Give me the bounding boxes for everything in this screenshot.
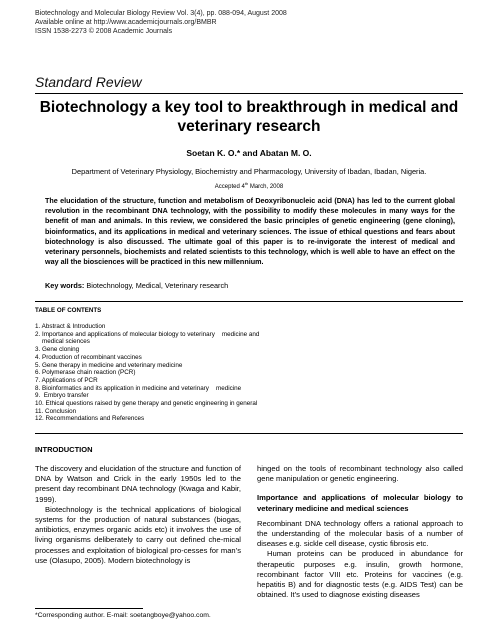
accepted-date — [35, 181, 463, 190]
toc-title: TABLE OF CONTENTS — [35, 307, 102, 314]
toc-top-rule — [35, 301, 463, 302]
journal-issn: ISSN 1538-2273 © 2008 Academic Journals — [35, 28, 173, 35]
toc-item: 6. Polymerase chain reaction (PCR) — [35, 369, 136, 377]
subsection-heading: Importance and applications of molecular biology to veterinary medicine and medical sciences — [257, 493, 463, 513]
journal-url[interactable]: Available online at http://www.academicjournals.org/BMBR — [35, 19, 217, 26]
right-column — [257, 464, 463, 600]
keywords-value: Biotechnology, Medical, Veterinary research — [84, 281, 229, 290]
toc-item: 1. Abstract & Introduction — [35, 323, 106, 330]
toc-item: 7. Applications of PCR — [35, 376, 98, 384]
toc-item: 5. Gene therapy in medicine and veterinary medicine — [35, 361, 183, 369]
article-title: Biotechnology a key tool to breakthrough in medical and veterinary research — [39, 99, 459, 135]
toc-item: 3. Gene cloning — [35, 346, 80, 354]
affiliation: Department of Veterinary Physiology, Biochemistry and Pharmacology, University of Ibadan, Ibadan, Nigeria. — [71, 167, 427, 176]
body-paragraph: Recombinant DNA technology offers a rational approach to the understanding of the molecular basis of a number of diseases e.g. sickle cell disease, cystic fibrosis etc. — [257, 518, 463, 549]
introduction-heading: INTRODUCTION — [35, 445, 93, 454]
author-list: Soetan K. O.* and Abatan M. O. — [186, 148, 312, 158]
abstract: The elucidation of the structure, function and metabolism of Deoxyribonucleic acid (DNA) has led to the current global revolution in the recombinant DNA technology, with the possibility to modify these molecules in many ways for the benefit of man and animals. In this review, we considered the basic principles of genetic engineering (gene cloning), bioinformatics, and its applications in medical and veterinary sciences. The issue of ethical questions and fears about biotechnology is also discussed. The ultimate goal of this paper is to re-invigorate the interest of medical and veterinary personnels, biochemists and related scientists to this technology, which is well able to have an effect on the way all the biosciences will be practiced in this new millennium. — [45, 196, 455, 267]
body-paragraph: Human proteins can be produced in abundance for therapeutic purposes e.g. insulin, growth hormone, recombinant factor VIII etc. Proteins for vaccines (e.g. hepatitis B) and for diagnostic tests (e.g. AIDS Test) can be obtained. It’s used to diagnose existing diseases — [257, 549, 463, 600]
toc-item: medical sciences — [35, 338, 90, 346]
section-type-label: Standard Review — [35, 74, 142, 90]
journal-citation: Biotechnology and Molecular Biology Review Vol. 3(4), pp. 088-094, August 2008 — [35, 10, 287, 17]
accepted-suffix: March, 2008 — [248, 184, 284, 190]
accepted-prefix: Accepted 4 — [214, 184, 245, 190]
intro-paragraph: Biotechnology is the technical applications of biological systems for the production of natural substances (biogas, antibiotics, enzymes organic acids etc) it involves the use of living organisms deliberately to carry out defined che-mical processes and exploitation of biological pro-cesses for man’s use (Olasupo, 2005). Modern biotechnology is — [35, 504, 241, 565]
keywords-label: Key words: — [45, 281, 85, 290]
keywords — [45, 281, 455, 290]
toc-item: 9. Embryo transfer — [35, 392, 89, 400]
journal-header — [35, 9, 287, 36]
toc-item: 8. Bioinformatics and its application in medicine and veterinary medicine — [35, 384, 242, 392]
corresponding-author-footnote: *Corresponding author. E-mail: soetangboye@yahoo.com. — [35, 612, 211, 619]
footnote-rule — [35, 608, 143, 609]
body-paragraph: hinged on the tools of recombinant technology also called gene manipulation or genetic engineering. — [257, 464, 463, 484]
accepted-sup: th — [244, 181, 249, 186]
toc-item: 11. Conclusion — [35, 407, 77, 415]
toc-item: 12. Recommendations and References — [35, 415, 145, 423]
toc-item: 2. Importance and applications of molecular biology to veterinary medicine and — [35, 330, 260, 338]
toc-bottom-rule — [35, 433, 463, 434]
intro-paragraph: The discovery and elucidation of the structure and function of DNA by Watson and Crick in the early 1950s led to the present day recombinant DNA technology (Kwaga and Kabir, 1999). — [35, 464, 241, 504]
table-of-contents — [35, 323, 259, 423]
toc-item: 4. Production of recombinant vaccines — [35, 353, 142, 361]
toc-item: 10. Ethical questions raised by gene therapy and genetic engineering in general — [35, 400, 258, 408]
left-column — [35, 464, 241, 566]
title-top-rule — [35, 93, 463, 94]
